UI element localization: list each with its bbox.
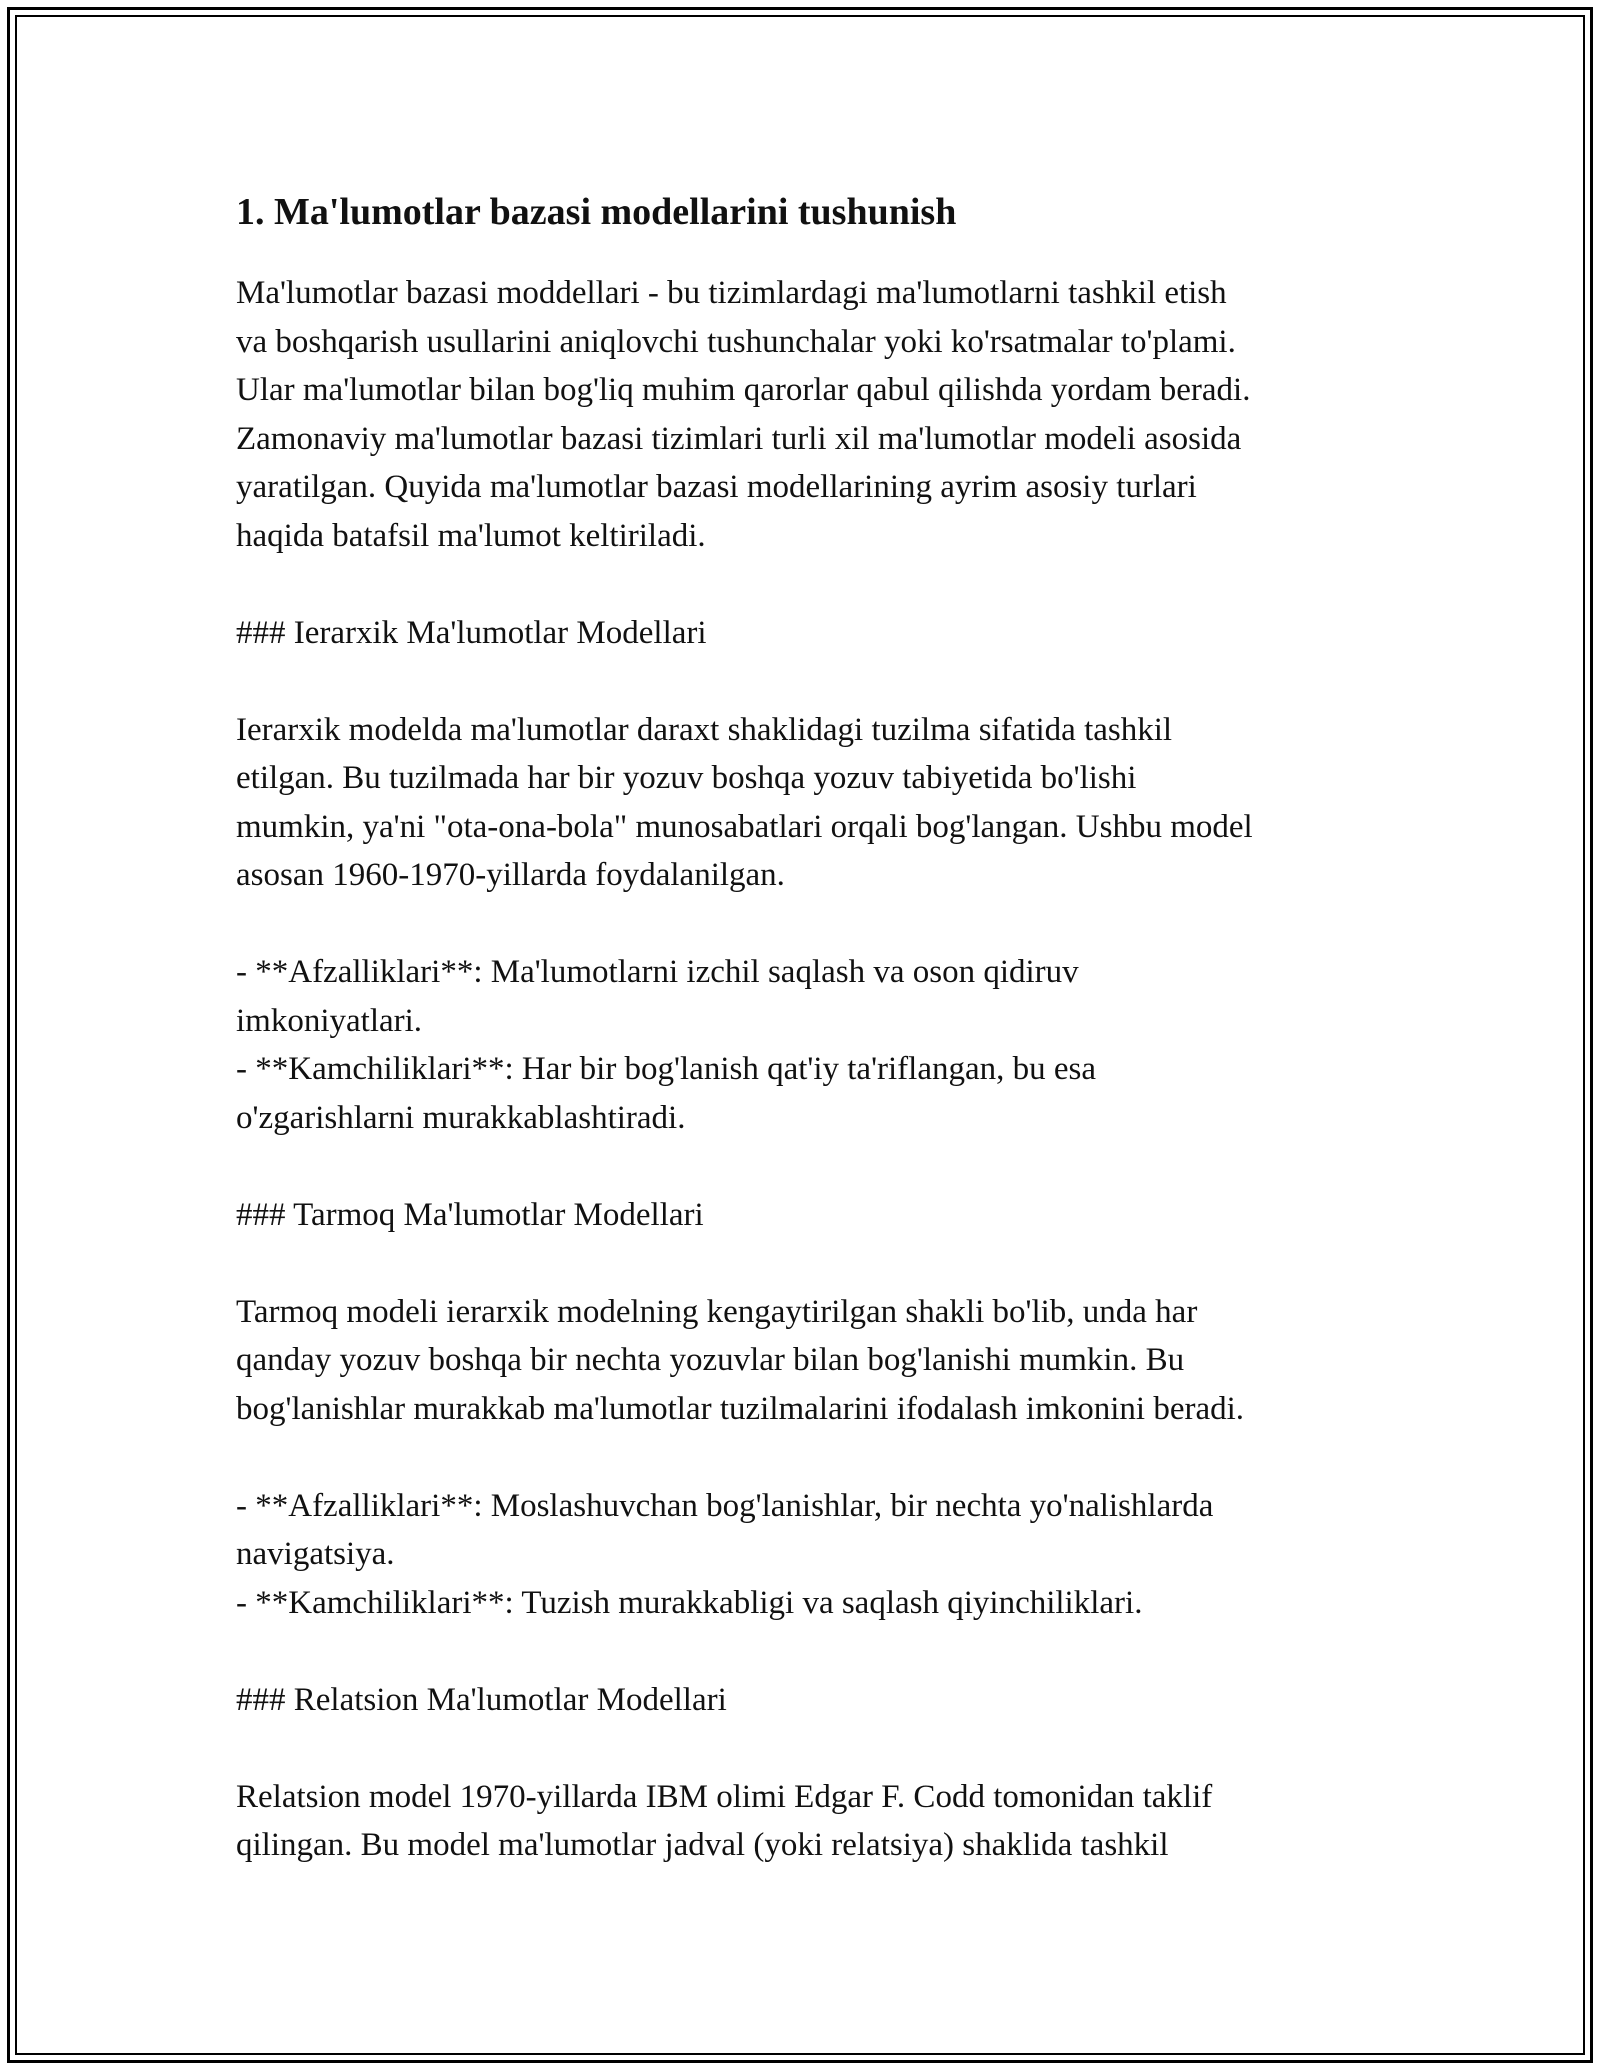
section-body-hierarchical: Ierarxik modelda ma'lumotlar daraxt shaklidagi tuzilma sifatida tashkil etilgan. Bu tuzilmada har bir yozuv boshqa yozuv tabiyetida bo'lishi mumkin, ya'ni "ota-ona-bola" munosabatlari orqali bog'langan. Ushbu model asosan 1960-1970-yillarda foydalanilgan. xyxy=(236,711,1253,893)
document-title: 1. Ma'lumotlar bazasi modellarini tushunish xyxy=(236,191,957,233)
spacer xyxy=(236,900,1376,949)
section-heading-relational: ### Relatsion Ma'lumotlar Modellari xyxy=(236,1681,727,1718)
spacer xyxy=(236,1627,1376,1676)
spacer xyxy=(236,657,1376,706)
document-body xyxy=(236,186,1376,1870)
section-body-network: Tarmoq modeli ierarxik modelning kengaytirilgan shakli bo'lib, unda har qanday yozuv boshqa bir nechta yozuvlar bilan bog'lanishi mumkin. Bu bog'lanishlar murakkab ma'lumotlar tuzilmalarini ifodalash imkonini beradi. xyxy=(236,1293,1245,1427)
section-bullets-network: - **Afzalliklari**: Moslashuvchan bog'lanishlar, bir nechta yo'nalishlarda navigatsiya. - **Kamchiliklari**: Tuzish murakkabligi va saqlash qiyinchiliklari. xyxy=(236,1487,1214,1621)
spacer xyxy=(236,1433,1376,1482)
section-body-relational: Relatsion model 1970-yillarda IBM olimi Edgar F. Codd tomonidan taklif qilingan. Bu model ma'lumotlar jadval (yoki relatsiya) shaklida tashkil xyxy=(236,1778,1213,1863)
spacer xyxy=(236,1142,1376,1191)
spacer xyxy=(236,560,1376,609)
spacer xyxy=(236,1239,1376,1288)
spacer xyxy=(236,1724,1376,1773)
section-bullets-hierarchical: - **Afzalliklari**: Ma'lumotlarni izchil saqlash va oson qidiruv imkoniyatlari. - **Kamchiliklari**: Har bir bog'lanish qat'iy ta'riflangan, bu esa o'zgarishlarni murakkablashtiradi. xyxy=(236,954,1097,1136)
section-heading-network: ### Tarmoq Ma'lumotlar Modellari xyxy=(236,1196,704,1233)
section-heading-hierarchical: ### Ierarxik Ma'lumotlar Modellari xyxy=(236,614,707,651)
intro-paragraph: Ma'lumotlar bazasi moddellari - bu tizimlardagi ma'lumotlarni tashkil etish va boshqarish usullarini aniqlovchi tushunchalar yoki ko'rsatmalar to'plami. Ular ma'lumotlar bilan bog'liq muhim qarorlar qabul qilishda yordam beradi. Zamonaviy ma'lumotlar bazasi tizimlari turli xil ma'lumotlar modeli asosida yaratilgan. Quyida ma'lumotlar bazasi modellarining ayrim asosiy turlari haqida batafsil ma'lumot keltiriladi. xyxy=(236,275,1251,554)
